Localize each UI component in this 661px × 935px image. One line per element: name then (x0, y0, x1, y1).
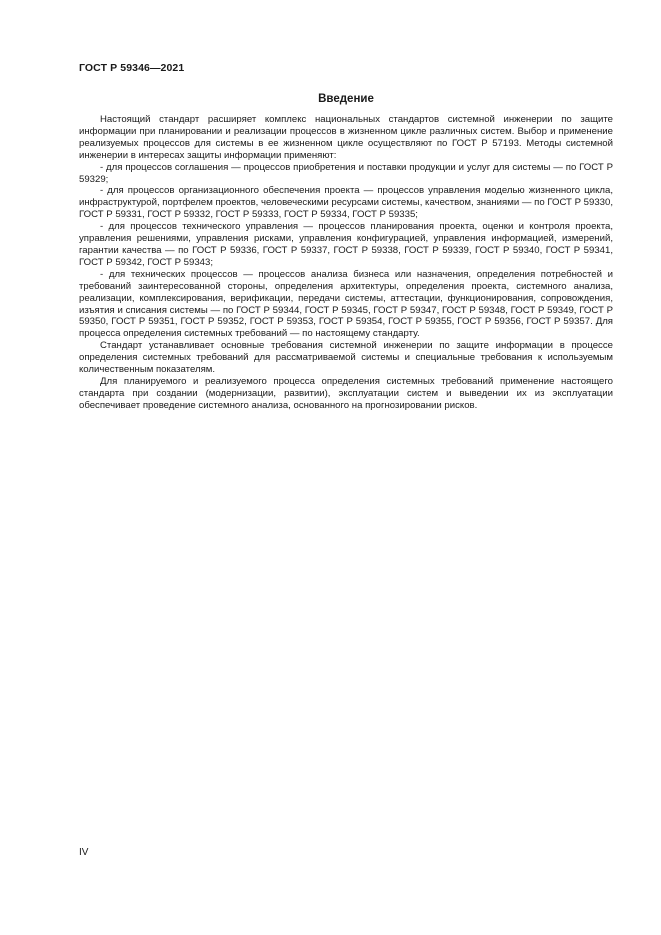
section-title: Введение (318, 93, 374, 105)
section-body (79, 114, 613, 412)
paragraph-standard-scope: Стандарт устанавливает основные требования системной инженерии по защите информации в процессе определения системных требований для рассматриваемой системы и специальные требования к используемым количественным показателям. (79, 340, 613, 376)
paragraph-technical-management-processes: - для процессов технического управления — процессов планирования проекта, оценки и контроля проекта, управления решениями, управления рисками, управления конфигурацией, управления информацией, измерений, гарантии качества — по ГОСТ Р 59336, ГОСТ Р 59337, ГОСТ Р 59338, ГОСТ Р 59339, ГОСТ Р 59340, ГОСТ Р 59341, ГОСТ Р 59342, ГОСТ Р 59343; (79, 221, 613, 268)
paragraph-technical-processes: - для технических процессов — процессов анализа бизнеса или назначения, определения потребностей и требований заинтересованной стороны, определения архитектуры, определения проекта, системного анализа, реализации, комплексирования, верификации, передачи системы, аттестации, функционирования, сопровождения, изъятия и списания системы — по ГОСТ Р 59344, ГОСТ Р 59345, ГОСТ Р 59347, ГОСТ Р 59348, ГОСТ Р 59349, ГОСТ Р 59350, ГОСТ Р 59351, ГОСТ Р 59352, ГОСТ Р 59353, ГОСТ Р 59354, ГОСТ Р 59355, ГОСТ Р 59356, ГОСТ Р 59357. Для процесса определения системных требований — по настоящему стандарту. (79, 268, 613, 340)
document-code: ГОСТ Р 59346—2021 (79, 62, 185, 74)
paragraph-agreement-processes: - для процессов соглашения — процессов приобретения и поставки продукции и услуг для системы — по ГОСТ Р 59329; (79, 161, 613, 185)
paragraph-intro: Настоящий стандарт расширяет комплекс национальных стандартов системной инженерии по защите информации при планировании и реализации процессов в жизненном цикле различных систем. Выбор и применение реализуемых процессов для системы в ее жизненном цикле осуществляют по ГОСТ Р 57193. Методы системной инженерии в интересах защиты информации применяют: (79, 114, 613, 161)
paragraph-organizational-processes: - для процессов организационного обеспечения проекта — процессов управления моделью жизненного цикла, инфраструктурой, портфелем проектов, человеческими ресурсами системы, качеством, знаниями — по ГОСТ Р 59330, ГОСТ Р 59331, ГОСТ Р 59332, ГОСТ Р 59333, ГОСТ Р 59334, ГОСТ Р 59335; (79, 185, 613, 221)
paragraph-application: Для планируемого и реализуемого процесса определения системных требований применение настоящего стандарта при создании (модернизации, развитии), эксплуатации систем и выведении их из эксплуатации обеспечивает проведение системного анализа, основанного на прогнозировании рисков. (79, 375, 613, 411)
page-number: IV (79, 847, 89, 858)
